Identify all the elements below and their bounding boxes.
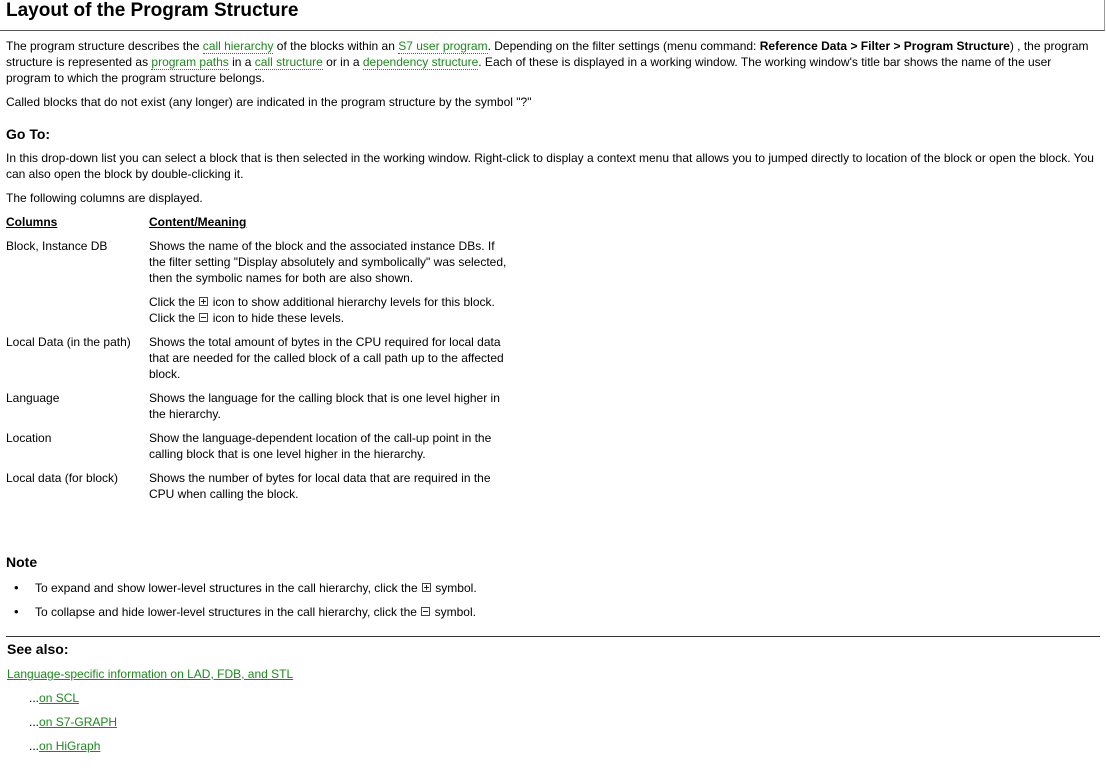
link-on-scl[interactable]: on SCL <box>39 691 80 705</box>
row-column-name: Block, Instance DB <box>6 239 108 253</box>
row-column-name: Language <box>6 391 60 405</box>
row-column-name: Location <box>6 431 52 445</box>
see-also-item: ...on S7-GRAPH <box>29 715 118 729</box>
link-language-specific-info[interactable]: Language-specific information on LAD, FDB, and STL <box>7 667 294 681</box>
link-dependency-structure[interactable]: dependency structure <box>362 55 479 69</box>
intro-paragraph: The program structure describes the call hierarchy of the blocks within an S7 user program. Depending on the filter settings (menu command: Reference Data > Filter > Program Structure) , the program structure is represented as program paths in a call structure or in a dependency structure. Each of these is displayed in a working window. The working window's title bar shows the name of the user program to which the program structure belongs. <box>6 39 1089 85</box>
link-call-structure[interactable]: call structure <box>254 55 323 69</box>
columns-intro: The following columns are displayed. <box>6 191 203 205</box>
goto-heading: Go To: <box>6 126 51 142</box>
row-meaning: Shows the language for the calling block that is one level higher in the hierarchy. <box>149 391 500 421</box>
header-meaning: Content/Meaning <box>149 215 247 229</box>
see-also-item: ...on HiGraph <box>29 739 101 753</box>
row-meaning: Show the language-dependent location of the call-up point in the calling block that is one level higher in the hierarchy. <box>149 431 492 461</box>
link-program-paths[interactable]: program paths <box>151 55 229 69</box>
link-on-s7-graph[interactable]: on S7-GRAPH <box>39 715 118 729</box>
main-content <box>6 38 1096 502</box>
page-title: Layout of the Program Structure <box>6 0 299 21</box>
link-s7-user-program[interactable]: S7 user program <box>398 39 488 53</box>
goto-description: In this drop-down list you can select a block that is then selected in the working window. Right-click to display a context menu that allows you to jumped directly to location of the block or open the block. You can also open the block by double-clicking it. <box>6 151 1094 181</box>
header-columns: Columns <box>6 215 58 229</box>
table-header-row <box>6 214 509 238</box>
called-blocks-note: Called blocks that do not exist (any longer) are indicated in the program structure by the symbol "?" <box>6 95 532 109</box>
plus-box-icon <box>422 583 431 592</box>
table-row <box>6 390 509 430</box>
list-item: • To collapse and hide lower-level structures in the call hierarchy, click the symbol. <box>6 604 1096 620</box>
minus-box-icon <box>199 313 208 322</box>
row-meaning: Shows the number of bytes for local data that are required in the CPU when calling the block. <box>149 471 491 501</box>
note-heading: Note <box>6 554 38 570</box>
table-row <box>6 238 509 334</box>
row-meaning: Shows the name of the block and the associated instance DBs. If the filter setting "Display absolutely and symbolically" was selected, then the symbolic names for both are also shown. <box>149 239 507 285</box>
table-row <box>6 470 509 502</box>
list-item: • To expand and show lower-level structures in the call hierarchy, click the symbol. <box>6 580 1096 596</box>
link-on-higraph[interactable]: on HiGraph <box>39 739 101 753</box>
table-row <box>6 334 509 390</box>
link-call-hierarchy[interactable]: call hierarchy <box>202 39 274 53</box>
note-list <box>6 580 1096 620</box>
block-hint: Click the icon to show additional hierarchy levels for this block. Click the icon to hide these levels. <box>149 295 495 325</box>
section-divider <box>6 636 1100 637</box>
menu-command: Reference Data > Filter > Program Structure <box>759 39 1010 53</box>
see-also-heading: See also: <box>7 641 69 657</box>
table-row <box>6 430 509 470</box>
columns-table <box>6 214 509 502</box>
minus-box-icon <box>421 607 430 616</box>
row-column-name: Local data (for block) <box>6 471 119 485</box>
page-header <box>0 0 1105 31</box>
plus-box-icon <box>199 297 208 306</box>
row-meaning: Shows the total amount of bytes in the CPU required for local data that are needed for the called block of a call path up to the affected block. <box>149 335 504 381</box>
see-also-item: ...on SCL <box>29 691 80 705</box>
row-column-name: Local Data (in the path) <box>6 335 131 349</box>
